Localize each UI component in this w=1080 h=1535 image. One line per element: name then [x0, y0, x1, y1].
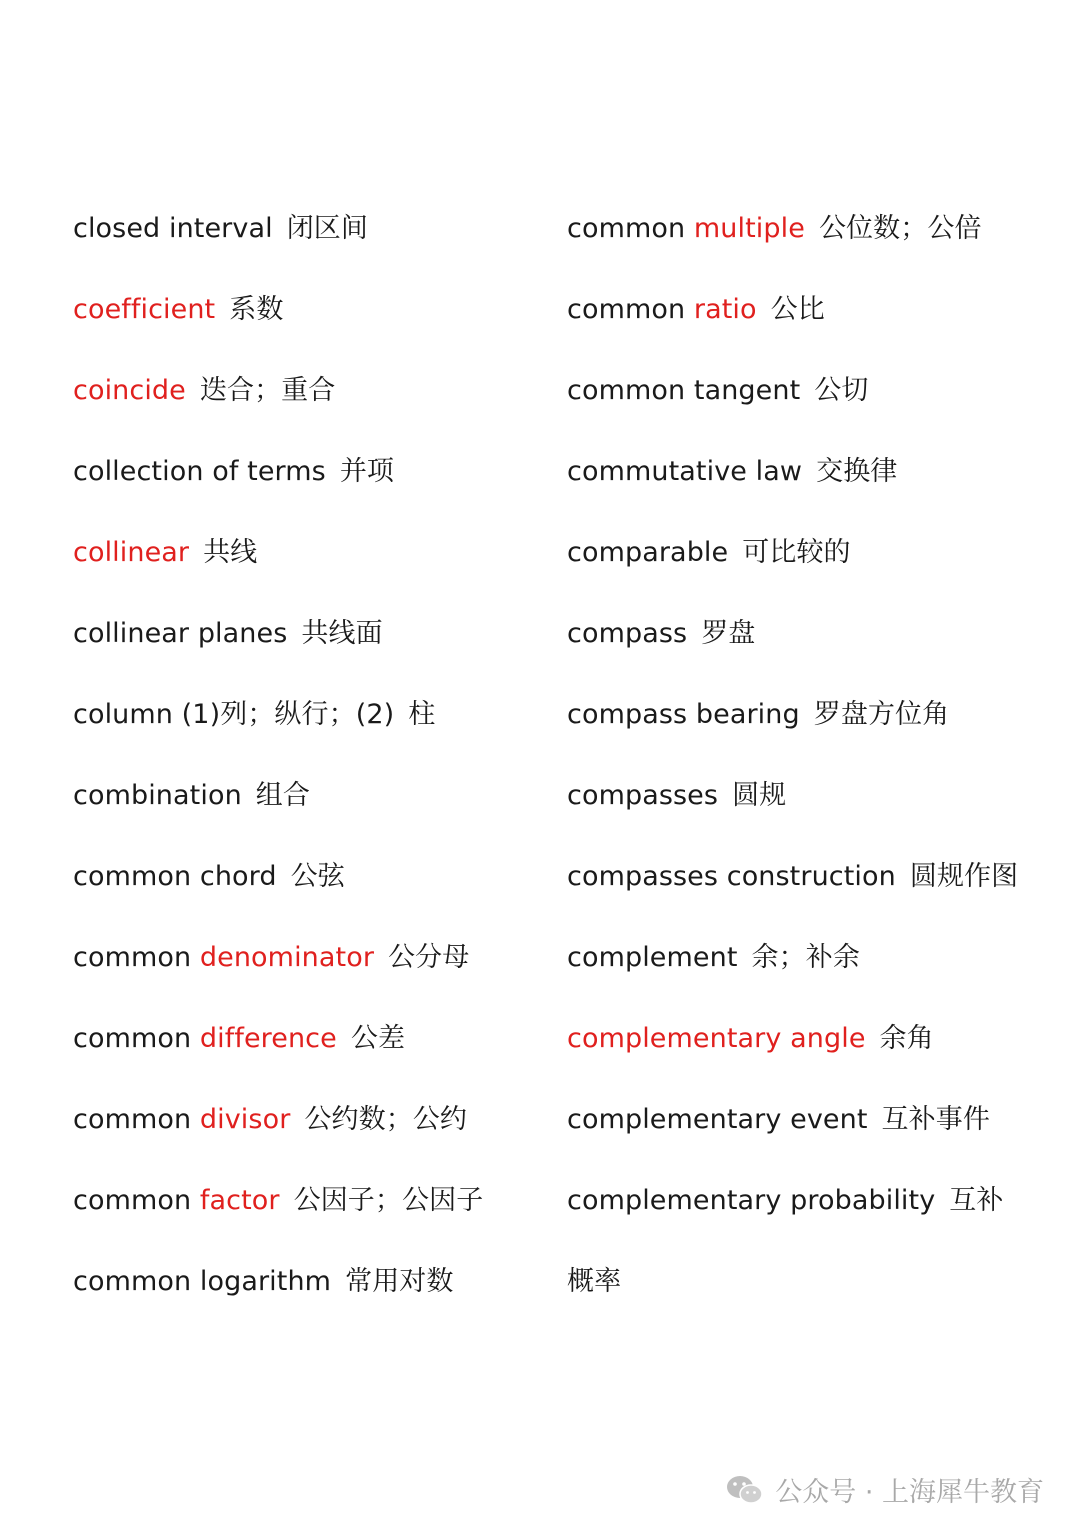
english-term [567, 1187, 935, 1214]
english-term [567, 863, 896, 890]
chinese-translation: 常用对数 [345, 1266, 454, 1297]
vocab-entry [73, 269, 543, 350]
term-word: column (1)列；纵行；(2) [73, 699, 395, 730]
term-word: collinear planes [73, 618, 288, 649]
chinese-translation: 可比较的 [742, 537, 851, 568]
highlighted-word: ratio [693, 294, 757, 325]
highlighted-word: factor [199, 1185, 280, 1216]
highlighted-word: denominator [199, 942, 375, 973]
chinese-translation: 罗盘方位角 [813, 699, 950, 730]
highlighted-word: divisor [199, 1104, 291, 1135]
term-word: comparable [567, 537, 729, 568]
highlighted-word: coefficient [73, 294, 216, 325]
vocab-entry [567, 269, 1037, 350]
chinese-translation: 圆规 [732, 780, 787, 811]
english-term [567, 1025, 866, 1052]
term-word: common [567, 213, 694, 244]
chinese-translation: 公差 [350, 1023, 406, 1054]
chinese-translation: 迭合；重合 [199, 375, 336, 406]
vocab-entry [567, 350, 1037, 431]
vocab-entry [73, 350, 543, 431]
chinese-translation: 公约数；公约 [304, 1104, 468, 1135]
vocab-entry [567, 917, 1037, 998]
vocab-entry [73, 755, 543, 836]
english-term [567, 377, 800, 404]
vocab-entry [73, 917, 543, 998]
vocab-entry [567, 512, 1037, 593]
english-term [73, 620, 287, 647]
english-term [567, 215, 805, 242]
vocab-entry [567, 431, 1037, 512]
chinese-translation: 罗盘 [701, 618, 756, 649]
term-word: common logarithm [73, 1266, 332, 1297]
english-term [73, 377, 186, 404]
english-term [73, 539, 189, 566]
english-term [73, 215, 273, 242]
vocab-entry [73, 998, 543, 1079]
wechat-icon [725, 1474, 765, 1506]
chinese-translation: 共线面 [301, 618, 383, 649]
watermark [725, 1470, 1044, 1509]
chinese-translation: 公比 [770, 294, 825, 325]
vocab-entry [73, 431, 543, 512]
term-word: complementary event [567, 1104, 868, 1135]
english-term [73, 701, 394, 728]
term-word: common [73, 1104, 200, 1135]
chinese-translation: 公因子；公因子 [293, 1185, 484, 1216]
term-word: closed interval [73, 213, 273, 244]
chinese-translation: 组合 [255, 780, 310, 811]
vocab-entry [73, 188, 543, 269]
english-term [73, 863, 277, 890]
english-term [567, 1106, 868, 1133]
highlighted-word: multiple [693, 213, 805, 244]
chinese-translation: 并项 [339, 456, 395, 487]
english-term [73, 458, 326, 485]
vocab-entry [73, 512, 543, 593]
chinese-translation: 余角 [879, 1023, 934, 1054]
term-word: compasses construction [567, 861, 896, 892]
english-term [567, 701, 800, 728]
highlighted-word: collinear [73, 537, 190, 568]
watermark-label: 公众号 · 上海犀牛教育 [775, 1477, 1044, 1508]
vocab-entry [567, 188, 1037, 269]
english-term [567, 539, 728, 566]
term-word: complementary probability [567, 1185, 936, 1216]
vocab-entry [73, 836, 543, 917]
chinese-translation: 公分母 [388, 942, 470, 973]
term-word: compass [567, 618, 688, 649]
vocab-entry [567, 1241, 1037, 1322]
english-term [567, 458, 802, 485]
chinese-translation: 公弦 [290, 861, 345, 892]
english-term [73, 1025, 337, 1052]
english-term [567, 782, 718, 809]
vocab-entry [567, 1160, 1037, 1241]
english-term [73, 1187, 280, 1214]
chinese-translation: 柱 [408, 699, 436, 730]
chinese-translation: 系数 [229, 294, 284, 325]
chinese-translation: 共线 [203, 537, 258, 568]
term-word: common [73, 1023, 200, 1054]
chinese-translation: 余；补余 [751, 942, 860, 973]
term-word: combination [73, 780, 242, 811]
vocab-entry [73, 1241, 543, 1322]
english-term [73, 944, 374, 971]
term-word: common [73, 942, 200, 973]
chinese-translation: 闭区间 [286, 213, 369, 244]
vocab-entry [567, 593, 1037, 674]
term-word: common [567, 294, 694, 325]
term-word: common chord [73, 861, 277, 892]
chinese-translation: 公切 [814, 375, 869, 406]
vocab-entry [567, 674, 1037, 755]
chinese-translation: 交换律 [816, 456, 898, 487]
vocab-entry [567, 755, 1037, 836]
term-word: commutative law [567, 456, 803, 487]
term-word: compass bearing [567, 699, 800, 730]
chinese-translation: 公位数；公倍 [818, 213, 982, 244]
english-term [73, 296, 215, 323]
term-word: common tangent [567, 375, 801, 406]
highlighted-word: coincide [73, 375, 186, 406]
highlighted-word: complementary angle [567, 1023, 866, 1054]
chinese-translation: 互补事件 [881, 1104, 990, 1135]
term-word: collection of terms [73, 456, 326, 487]
chinese-translation: 互补 [949, 1185, 1004, 1216]
vocab-entry [73, 1079, 543, 1160]
chinese-translation: 圆规作图 [909, 861, 1019, 892]
english-term [567, 620, 687, 647]
right-column [567, 188, 1037, 1322]
term-word: compasses [567, 780, 719, 811]
english-term [567, 944, 738, 971]
left-column [73, 188, 543, 1322]
english-term [73, 782, 242, 809]
chinese-translation: 概率 [567, 1266, 622, 1297]
vocab-entry [567, 998, 1037, 1079]
term-word: complement [567, 942, 738, 973]
english-term [73, 1268, 331, 1295]
vocab-entry [73, 593, 543, 674]
vocab-entry [567, 836, 1037, 917]
english-term [73, 1106, 290, 1133]
vocab-entry [73, 674, 543, 755]
vocab-entry [567, 1079, 1037, 1160]
vocab-entry [73, 1160, 543, 1241]
english-term [567, 296, 757, 323]
highlighted-word: difference [199, 1023, 337, 1054]
term-word: common [73, 1185, 200, 1216]
